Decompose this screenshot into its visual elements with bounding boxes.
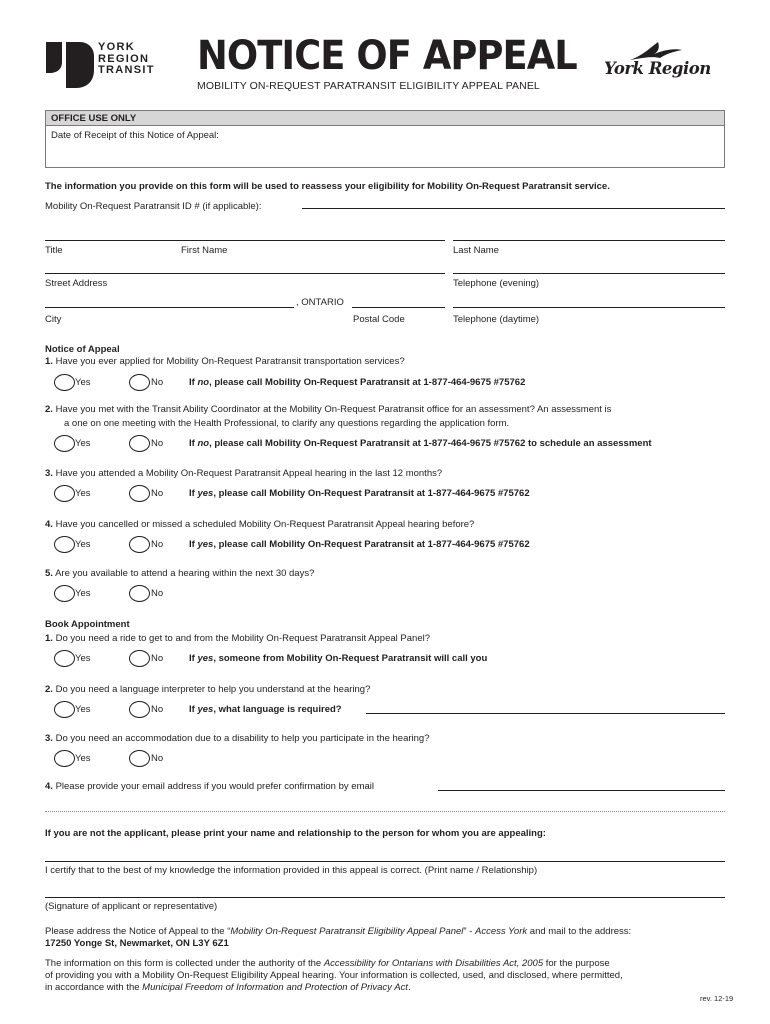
appeal-question-1	[45, 356, 405, 367]
email-field[interactable]	[438, 790, 725, 791]
privacy-emphasis: Accessibility for Ontarians with Disabilities Act, 2005	[323, 958, 544, 969]
telephone-evening-field[interactable]	[453, 273, 725, 274]
logo-line: TRANSIT	[98, 64, 155, 76]
question-text: Have you ever applied for Mobility On-Request Paratransit transportation services?	[55, 356, 405, 367]
note-part: , please call Mobility On-Request Paratransit at 1-877-464-9675 #75762	[213, 488, 530, 499]
q5-no-radio[interactable]	[129, 585, 150, 602]
address-emphasis: Mobility On-Request Paratransit Eligibility Appeal Panel	[230, 926, 464, 937]
privacy-line-2: of providing you with a Mobility On-Request Eligibility Appeal hearing. Your information is collected, used, and disclosed, where permitted,	[45, 970, 623, 981]
note-part: , please call Mobility On-Request Paratransit at 1-877-464-9675 #75762	[209, 377, 526, 388]
no-label: No	[151, 588, 164, 599]
last-name-label: Last Name	[453, 245, 499, 256]
note-emphasis: yes	[197, 488, 214, 499]
signature-field[interactable]	[45, 897, 725, 898]
office-use-heading: OFFICE USE ONLY	[46, 111, 724, 126]
privacy-line-1	[45, 958, 610, 969]
q3-yes-radio[interactable]	[54, 485, 75, 502]
language-field[interactable]	[366, 713, 725, 714]
question-number: 5.	[45, 568, 53, 579]
q5-yes-radio[interactable]	[54, 585, 75, 602]
question-number: 1.	[45, 633, 53, 644]
yes-label: Yes	[75, 653, 91, 664]
question-text: Do you need an accommodation due to a disability to help you participate in the hearing?	[55, 733, 430, 744]
note-part: , someone from Mobility On-Request Paratransit will call you	[213, 653, 488, 664]
york-region-transit-logo	[44, 40, 96, 90]
note-emphasis: yes	[197, 704, 214, 715]
note-part: If	[189, 539, 198, 550]
no-label: No	[151, 377, 164, 388]
yes-label: Yes	[75, 753, 91, 764]
note-part: If	[189, 488, 198, 499]
note-part: , please call Mobility On-Request Paratransit at 1-877-464-9675 #75762 to schedule an assessment	[209, 438, 652, 449]
ontario-label: , ONTARIO	[296, 297, 344, 308]
question-text: Do you need a language interpreter to help you understand at the hearing?	[55, 684, 371, 695]
telephone-daytime-field[interactable]	[453, 307, 725, 308]
b3-no-radio[interactable]	[129, 750, 150, 767]
q2-note	[189, 438, 652, 449]
city-label: City	[45, 314, 62, 325]
question-text: Have you cancelled or missed a scheduled Mobility On-Request Paratransit Appeal hearing before?	[55, 519, 475, 530]
question-text: Are you available to attend a hearing within the next 30 days?	[55, 568, 315, 579]
yes-label: Yes	[75, 539, 91, 550]
yes-label: Yes	[75, 588, 91, 599]
q1-yes-radio[interactable]	[54, 374, 75, 391]
no-label: No	[151, 438, 164, 449]
mailing-address: 17250 Yonge St, Newmarket, ON L3Y 6Z1	[45, 938, 229, 949]
page-title: NOTICE OF APPEAL	[197, 33, 577, 79]
no-label: No	[151, 653, 164, 664]
note-part: , what language is required?	[213, 704, 342, 715]
last-name-field[interactable]	[453, 240, 725, 241]
q2-yes-radio[interactable]	[54, 435, 75, 452]
question-number: 3.	[45, 733, 53, 744]
paratransit-id-field[interactable]	[302, 208, 725, 209]
no-label: No	[151, 704, 164, 715]
street-address-field[interactable]	[45, 273, 445, 274]
q2-no-radio[interactable]	[129, 435, 150, 452]
postal-code-field[interactable]	[352, 307, 445, 308]
question-number: 2.	[45, 404, 53, 415]
address-emphasis: Access York	[475, 926, 528, 937]
question-text: Have you attended a Mobility On-Request Paratransit Appeal hearing in the last 12 months?	[55, 468, 443, 479]
question-text: Have you met with the Transit Ability Coordinator at the Mobility On-Request Paratransit office for an assessment? An assessment is	[55, 404, 612, 415]
b2-note	[189, 704, 342, 715]
telephone-evening-label: Telephone (evening)	[453, 278, 540, 289]
yes-label: Yes	[75, 488, 91, 499]
b1-note	[189, 653, 487, 664]
print-name-field[interactable]	[45, 861, 725, 862]
question-number: 3.	[45, 468, 53, 479]
address-part: and mail to the address:	[527, 926, 632, 937]
york-region-logo: York Region	[604, 59, 711, 78]
street-address-label: Street Address	[45, 278, 108, 289]
booking-question-3	[45, 733, 430, 744]
b2-no-radio[interactable]	[129, 701, 150, 718]
notice-of-appeal-heading: Notice of Appeal	[45, 344, 120, 355]
q4-note	[189, 539, 530, 550]
telephone-daytime-label: Telephone (daytime)	[453, 314, 540, 325]
no-label: No	[151, 753, 164, 764]
note-part: , please call Mobility On-Request Paratransit at 1-877-464-9675 #75762	[213, 539, 530, 550]
signature-label: (Signature of applicant or representative)	[45, 901, 218, 912]
yes-label: Yes	[75, 377, 91, 388]
logo-line: REGION	[98, 52, 150, 65]
question-number: 2.	[45, 684, 53, 695]
certify-label: I certify that to the best of my knowledge the information provided in this appeal is correct. (Print name / Relationship)	[45, 865, 538, 876]
question-text: Please provide your email address if you would prefer confirmation by email	[55, 781, 374, 792]
address-part: ” -	[463, 926, 476, 937]
yes-label: Yes	[75, 704, 91, 715]
question-number: 4.	[45, 519, 53, 530]
q3-no-radio[interactable]	[129, 485, 150, 502]
note-part: If	[189, 377, 198, 388]
b1-no-radio[interactable]	[129, 650, 150, 667]
q4-yes-radio[interactable]	[54, 536, 75, 553]
first-name-label: First Name	[181, 245, 228, 256]
q1-no-radio[interactable]	[129, 374, 150, 391]
no-label: No	[151, 488, 164, 499]
appeal-question-4	[45, 519, 474, 530]
booking-question-2	[45, 684, 370, 695]
title-label: Title	[45, 245, 63, 256]
b1-yes-radio[interactable]	[54, 650, 75, 667]
note-emphasis: yes	[197, 539, 214, 550]
receipt-date-label: Date of Receipt of this Notice of Appeal:	[51, 130, 219, 141]
note-emphasis: yes	[197, 653, 214, 664]
office-use-box	[45, 110, 725, 168]
q1-note	[189, 377, 525, 388]
no-label: No	[151, 539, 164, 550]
note-part: If	[189, 653, 198, 664]
note-emphasis: no	[197, 377, 210, 388]
booking-question-1	[45, 633, 430, 644]
representative-note: If you are not the applicant, please print your name and relationship to the person for whom you are appealing:	[45, 828, 546, 839]
logo-line: YORK	[98, 41, 135, 53]
yes-label: Yes	[75, 438, 91, 449]
divider	[45, 811, 725, 812]
privacy-line-3	[45, 982, 411, 993]
name-field[interactable]	[45, 240, 445, 241]
appeal-question-3	[45, 468, 442, 479]
postal-code-label: Postal Code	[353, 314, 405, 325]
note-emphasis: no	[197, 438, 210, 449]
appeal-question-2-cont: a one on one meeting with the Health Professional, to clarify any questions regarding the application form.	[64, 418, 510, 429]
booking-question-4	[45, 781, 374, 792]
privacy-part: .	[407, 982, 411, 993]
question-number: 1.	[45, 356, 53, 367]
intro-text: The information you provide on this form will be used to reassess your eligibility for Mobility On-Request Paratransit service.	[45, 181, 610, 192]
note-part: If	[189, 438, 198, 449]
note-part: If	[189, 704, 198, 715]
appeal-question-2	[45, 404, 611, 415]
b3-yes-radio[interactable]	[54, 750, 75, 767]
question-number: 4.	[45, 781, 53, 792]
book-appointment-heading: Book Appointment	[45, 619, 130, 630]
appeal-question-5	[45, 568, 314, 579]
privacy-part: in accordance with the	[45, 982, 143, 993]
paratransit-id-label: Mobility On-Request Paratransit ID # (if applicable):	[45, 201, 262, 212]
b2-yes-radio[interactable]	[54, 701, 75, 718]
question-text: Do you need a ride to get to and from the Mobility On-Request Paratransit Appeal Panel?	[55, 633, 430, 644]
page-subtitle: MOBILITY ON-REQUEST PARATRANSIT ELIGIBILITY APPEAL PANEL	[197, 80, 540, 92]
q3-note	[189, 488, 530, 499]
q4-no-radio[interactable]	[129, 536, 150, 553]
address-part: Please address the Notice of Appeal to the “	[45, 926, 231, 937]
privacy-emphasis: Municipal Freedom of Information and Protection of Privacy Act	[142, 982, 408, 993]
privacy-part: The information on this form is collected under the authority of the	[45, 958, 324, 969]
privacy-part: for the purpose	[543, 958, 610, 969]
revision-label: rev. 12-19	[700, 994, 734, 1003]
york-region-transit-wordmark	[98, 42, 155, 77]
address-instruction	[45, 926, 631, 937]
city-field[interactable]	[45, 307, 294, 308]
